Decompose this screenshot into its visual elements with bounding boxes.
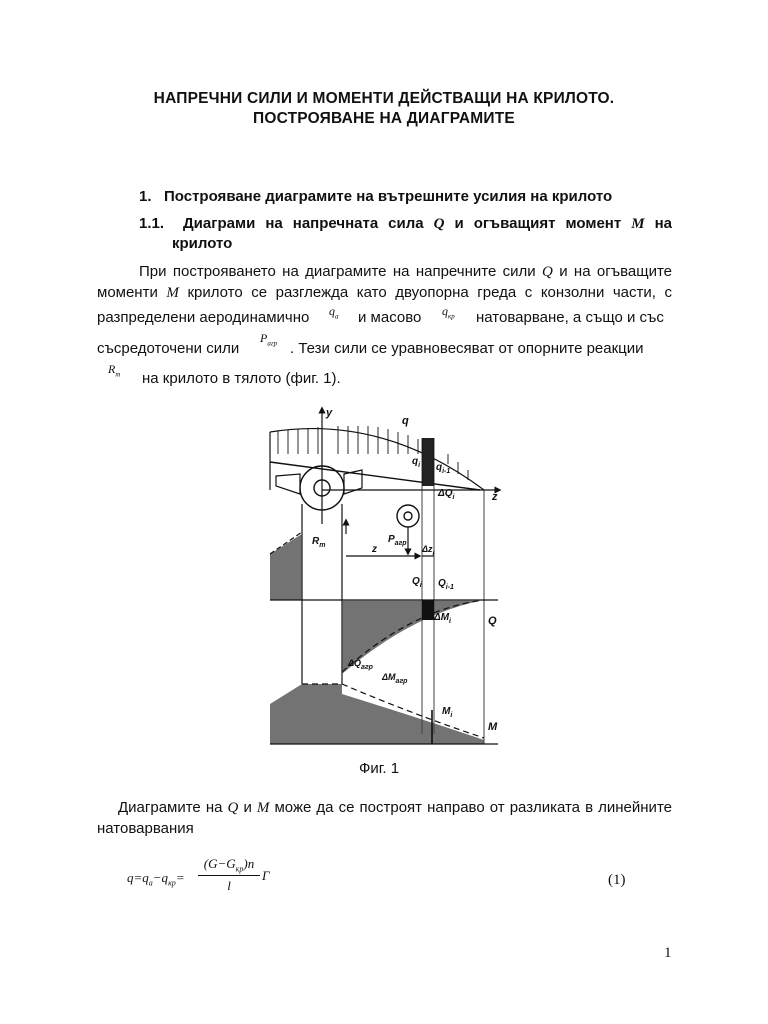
equation-gamma: Γ <box>262 868 270 883</box>
fig-label-y: y <box>326 407 333 419</box>
fig-label-qi: $q_i$ <box>412 456 421 469</box>
fig-label-rt: $R_т$ <box>312 536 326 549</box>
fig-label-q: q <box>402 415 409 427</box>
paragraph-1-line-3b: и масово <box>358 309 422 326</box>
section-1-1-heading-line-2: крилото <box>172 235 233 252</box>
section-1-1-heading: Диаграми на напречната сила Q и огъващият момент M на <box>183 215 672 232</box>
symbol-p-agr: $P_{агр}$ <box>260 331 278 348</box>
equation-denominator: l <box>227 878 231 893</box>
fig-label-M: M <box>488 721 498 733</box>
fig-label-pagr: $P_{агр}$ <box>388 534 407 547</box>
title-line-1: НАПРЕЧНИ СИЛИ И МОМЕНТИ ДЕЙСТВАЩИ НА КРИЛОТО. <box>153 90 615 107</box>
paragraph-1-line-3c: натоварване, а също и със <box>476 309 664 326</box>
shear-diagram-left <box>270 534 302 600</box>
fig-label-z-dim: z <box>372 544 377 555</box>
paragraph-1-line-4b: . Тези сили се уравновесяват от опорните реакции <box>290 340 644 357</box>
fig-label-Q: Q <box>488 615 497 627</box>
fig-label-qi-1: $q_{i-1}$ <box>436 462 451 475</box>
paragraph-1-line-2: моменти M крилото се разглежда като двуопорна греда с конзолни части, с <box>97 284 672 301</box>
paragraph-1-line-5: на крилото в тялото (фиг. 1). <box>142 370 341 387</box>
equation-number: (1) <box>608 872 626 888</box>
symbol-q-a: $q_a$ <box>329 304 339 321</box>
fig-label-dz: $\Delta z_i$ <box>422 544 435 557</box>
paragraph-1-line-4a: съсредоточени сили <box>97 340 240 357</box>
fig-label-z-axis: z <box>492 491 498 503</box>
title-line-2: ПОСТРОЯВАНЕ НА ДИАГРАМИТЕ <box>253 110 515 127</box>
figure-caption: Фиг. 1 <box>359 760 400 777</box>
fig-label-Qi: $Q_i$ <box>412 576 422 589</box>
section-1-heading: Построяване диаграмите на вътрешните усилия на крилото <box>164 188 613 205</box>
paragraph-2-line-1: Диаграмите на Q и M може да се построят направо от разликата в линейните <box>118 799 672 816</box>
section-1-number: 1. <box>139 188 152 205</box>
shear-diagram-right <box>342 600 484 674</box>
page-number: 1 <box>664 945 672 961</box>
paragraph-1-line-1: При построяването на диаграмите на напречните сили Q и на огъващите <box>139 263 672 280</box>
figure-1-diagram <box>262 404 508 756</box>
equation-numerator: $(G-G_{кр})n$ <box>198 856 260 876</box>
fig-label-dQagr: $\Delta Q_{агр}$ <box>348 658 373 671</box>
symbol-q-kr: $q_{кр}$ <box>442 304 455 321</box>
fig-label-dMagr: $\Delta M_{агр}$ <box>382 672 408 685</box>
fig-label-Qi-1: $Q_{i-1}$ <box>438 578 454 591</box>
symbol-r-t: $R_т$ <box>108 362 121 379</box>
paragraph-2-line-2: натоварвания <box>97 820 194 837</box>
load-curve-q <box>270 429 484 490</box>
paragraph-1-line-3a: разпределени аеродинамично <box>97 309 310 326</box>
fig-label-dMi: $\Delta M_i$ <box>434 612 451 625</box>
section-1-1-number: 1.1. <box>139 215 165 232</box>
equation-lhs: $q=q_a-q_{кр}=$ <box>127 870 185 888</box>
fig-label-Mi: $M_i$ <box>442 706 453 719</box>
fig-label-dqi: $\Delta Q_i$ <box>438 488 455 501</box>
